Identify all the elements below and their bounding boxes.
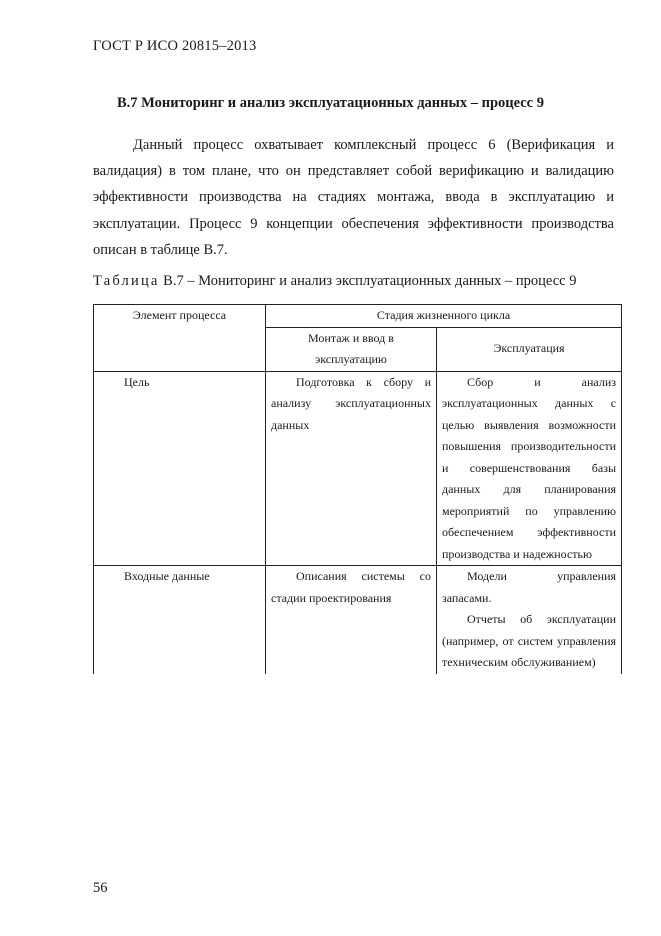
- section-title: В.7 Мониторинг и анализ эксплуатационных данных – процесс 9: [117, 95, 544, 111]
- table-caption: [93, 273, 614, 290]
- row-element: Цель: [94, 371, 266, 566]
- operation-line: Модели управления запасами.: [442, 569, 617, 605]
- header-stage: Стадия жизненного цикла: [266, 305, 622, 328]
- table-header-row: [94, 305, 622, 328]
- process-table: [93, 304, 622, 674]
- document-header: ГОСТ Р ИСО 20815–2013: [93, 38, 257, 54]
- operation-line: Сбор и анализ эксплуатационных данных с целью выявления возможности повышения производительности и совершенствования базы данных для планирования мероприятий по управлению обеспечением эффективности производства и надежностью: [442, 374, 617, 561]
- table-row: [94, 566, 622, 674]
- table-caption-label: Таблица: [93, 273, 160, 289]
- header-element: Элемент процесса: [94, 305, 266, 372]
- row-operation: [437, 566, 622, 674]
- row-install: Подготовка к сбору и анализу эксплуатационных данных: [266, 371, 437, 566]
- operation-line: Отчеты об эксплуатации (например, от систем управления техническим обслуживанием): [442, 612, 617, 669]
- page-number: 56: [93, 880, 108, 896]
- header-install: Монтаж и ввод в эксплуатацию: [266, 327, 437, 371]
- row-operation: [437, 371, 622, 566]
- table-row: [94, 371, 622, 566]
- table-caption-text: В.7 – Мониторинг и анализ эксплуатационных данных – процесс 9: [159, 273, 577, 289]
- body-paragraph: Данный процесс охватывает комплексный процесс 6 (Верификация и валидация) в том плане, что он представляет собой верификацию и валидацию эффективности производства на стадиях монтажа, ввода в эксплуатацию и эксплуатации. Процесс 9 концепции обеспечения эффективности производства описан в таблице В.7.: [93, 137, 614, 258]
- header-operation: Эксплуатация: [437, 327, 622, 371]
- row-element: Входные данные: [94, 566, 266, 674]
- row-install: Описания системы со стадии проектирования: [266, 566, 437, 674]
